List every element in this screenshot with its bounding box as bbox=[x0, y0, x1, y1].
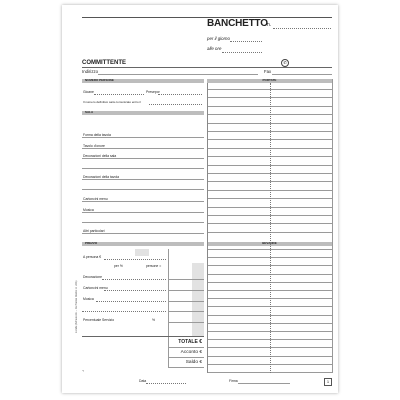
room-decor-line[interactable] bbox=[82, 158, 204, 159]
amount-col-divider bbox=[168, 249, 169, 367]
other-details-line[interactable] bbox=[82, 233, 204, 234]
day-field[interactable] bbox=[230, 41, 262, 42]
balance-label: Saldo € bbox=[185, 360, 202, 365]
table-decor-label: Decorazioni della tavola bbox=[83, 175, 119, 179]
totals-rule bbox=[82, 336, 204, 337]
price-per-person-label: A persona € bbox=[83, 255, 102, 259]
music-label: Musica bbox=[83, 208, 94, 212]
form-title: BANCHETTO bbox=[207, 18, 268, 29]
price-menu-label: Cartoncini menu bbox=[83, 286, 108, 290]
other-details-label: Altri particolari bbox=[83, 229, 105, 233]
date-label: Data bbox=[139, 379, 147, 383]
page-number: 1 bbox=[324, 378, 332, 386]
honor-table-line[interactable] bbox=[82, 148, 204, 149]
time-label: alle ore bbox=[207, 46, 222, 51]
persons-header: NUMERO PERSONE bbox=[82, 79, 204, 83]
room-decor-label: Decorazioni della sala bbox=[83, 154, 117, 158]
table-decor-line-2[interactable] bbox=[82, 189, 204, 190]
time-field[interactable] bbox=[222, 52, 262, 53]
price-per-person-box[interactable] bbox=[135, 249, 149, 256]
table-shape-label: Forma della tavola bbox=[83, 133, 111, 137]
price-menu-field[interactable] bbox=[104, 290, 166, 291]
address-label: Indirizzo bbox=[82, 69, 99, 74]
menu-cards-label: Cartoncini menu bbox=[83, 197, 108, 201]
signature-label: Firma bbox=[229, 379, 238, 383]
number-label: n. bbox=[267, 22, 272, 28]
per-pct-label: per % bbox=[114, 264, 123, 268]
total-line bbox=[168, 347, 204, 348]
extras-label: Presepor bbox=[146, 90, 160, 94]
room-header: SALA bbox=[82, 111, 204, 115]
address-line[interactable] bbox=[98, 74, 258, 75]
extras-field[interactable] bbox=[158, 94, 202, 95]
amount-column[interactable] bbox=[192, 263, 204, 336]
price-extra-field[interactable] bbox=[82, 311, 166, 312]
price-music-label: Musica bbox=[83, 297, 94, 301]
price-decor-label: Decorazione bbox=[83, 275, 103, 279]
date-field[interactable] bbox=[146, 383, 186, 384]
service-pct: % bbox=[152, 318, 156, 322]
bevande-header: BEVANDE bbox=[207, 242, 332, 246]
amount-row-line bbox=[168, 311, 204, 312]
client-line[interactable] bbox=[82, 67, 332, 68]
price-per-person-field[interactable] bbox=[104, 259, 166, 260]
price-header: PREZZO bbox=[82, 242, 204, 246]
number-field[interactable] bbox=[273, 28, 331, 29]
adults-label: Gioane bbox=[83, 90, 94, 94]
order-form-sheet bbox=[62, 5, 338, 393]
signature-line[interactable] bbox=[238, 383, 290, 384]
table-decor-line[interactable] bbox=[82, 179, 204, 180]
adults-field[interactable] bbox=[94, 94, 144, 95]
price-music-field[interactable] bbox=[96, 301, 166, 302]
portate-header: PORTATE bbox=[207, 79, 332, 83]
balance-line bbox=[168, 367, 204, 368]
price-decor-field[interactable] bbox=[102, 279, 166, 280]
fax-label: Fax bbox=[264, 69, 272, 74]
deposit-line bbox=[168, 357, 204, 358]
music-line-2[interactable] bbox=[82, 222, 204, 223]
fax-line[interactable] bbox=[272, 74, 332, 75]
deposit-label: Acconto € bbox=[180, 350, 202, 355]
room-decor-line-2[interactable] bbox=[82, 168, 204, 169]
amount-row-line bbox=[168, 322, 204, 323]
phone-icon: ✆ bbox=[281, 59, 289, 67]
menu-cards-line[interactable] bbox=[82, 201, 204, 202]
amount-row-line bbox=[168, 290, 204, 291]
total-label: TOTALE € bbox=[178, 339, 202, 345]
inner-column-divider bbox=[270, 83, 271, 373]
corner-mark: ¬ bbox=[82, 369, 85, 373]
definitive-field[interactable] bbox=[149, 104, 202, 105]
definitive-label: Il numero definitivo sarà comunicato entro il bbox=[83, 100, 141, 104]
vertical-code: E-mille (Schede Art. – Da Premio Dionisi 11 LMA) bbox=[75, 280, 78, 333]
right-border bbox=[332, 79, 333, 373]
amount-row-line bbox=[168, 279, 204, 280]
column-divider bbox=[207, 83, 208, 373]
table-shape-line[interactable] bbox=[82, 137, 204, 138]
persons-eq-label: persone = bbox=[146, 264, 162, 268]
day-label: per il giorno bbox=[207, 36, 230, 41]
amount-row-line bbox=[168, 301, 204, 302]
music-line[interactable] bbox=[82, 212, 204, 213]
client-label: COMMITTENTE bbox=[82, 60, 126, 66]
service-label: Percentuale Servizio bbox=[83, 318, 115, 322]
honor-table-label: Tavolo d'onore bbox=[83, 144, 105, 148]
